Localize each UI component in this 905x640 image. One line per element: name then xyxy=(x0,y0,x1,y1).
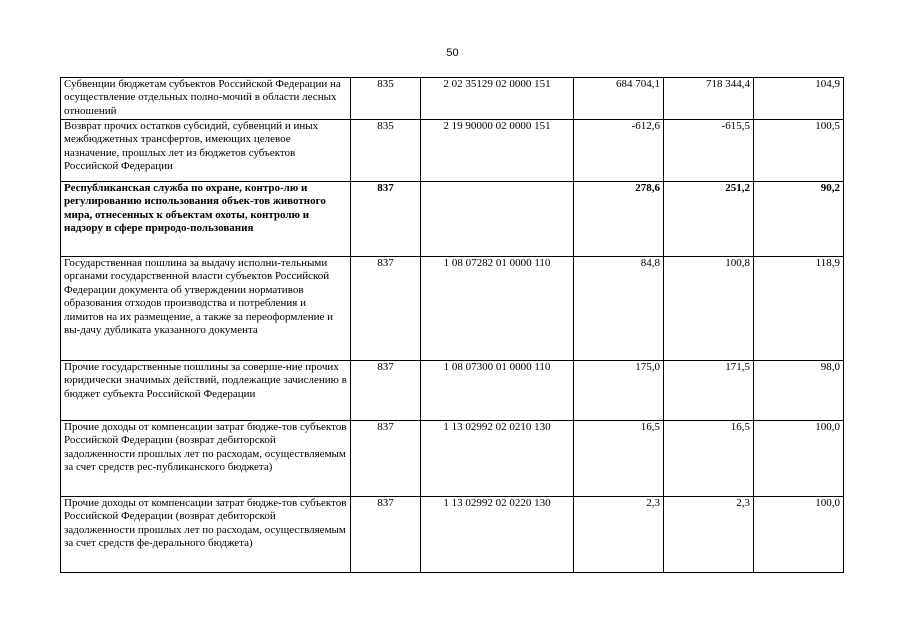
row-value-actual: 100,8 xyxy=(664,257,754,361)
table-row xyxy=(61,78,844,120)
row-admin-code: 837 xyxy=(351,257,421,361)
row-budget-code: 1 13 02992 02 0220 130 xyxy=(421,497,574,573)
row-percent: 100,5 xyxy=(754,120,844,182)
row-value-plan: 16,5 xyxy=(574,421,664,497)
table-row-section xyxy=(61,182,844,257)
row-value-actual: 171,5 xyxy=(664,361,754,421)
row-budget-code: 1 08 07300 01 0000 110 xyxy=(421,361,574,421)
row-budget-code xyxy=(421,182,574,257)
revenue-table xyxy=(60,77,844,573)
row-percent: 100,0 xyxy=(754,421,844,497)
row-admin-code: 837 xyxy=(351,182,421,257)
row-percent: 104,9 xyxy=(754,78,844,120)
page-number: 50 xyxy=(446,47,459,59)
row-value-actual: 251,2 xyxy=(664,182,754,257)
row-value-actual: 718 344,4 xyxy=(664,78,754,120)
row-value-plan: 278,6 xyxy=(574,182,664,257)
row-percent: 90,2 xyxy=(754,182,844,257)
table-row xyxy=(61,497,844,573)
row-admin-code: 837 xyxy=(351,497,421,573)
row-value-actual: -615,5 xyxy=(664,120,754,182)
row-admin-code: 835 xyxy=(351,120,421,182)
table-row xyxy=(61,257,844,361)
row-value-plan: 84,8 xyxy=(574,257,664,361)
row-value-actual: 16,5 xyxy=(664,421,754,497)
row-value-plan: 2,3 xyxy=(574,497,664,573)
row-admin-code: 837 xyxy=(351,361,421,421)
row-name: Государственная пошлина за выдачу исполни-тельными органами государственной власти субъектов Российской Федерации документа об утверждении нормативов образования отходов производства и потребления и лимитов на их размещение, а также за переоформление и вы-дачу дубликата указанного документа xyxy=(61,257,351,361)
row-admin-code: 835 xyxy=(351,78,421,120)
row-name: Прочие доходы от компенсации затрат бюдже-тов субъектов Российской Федерации (возврат дебиторской задолженности прошлых лет по расходам, осуществляемым за счет средств рес-публиканского бюджета) xyxy=(61,421,351,497)
row-name: Субвенции бюджетам субъектов Российской Федерации на осуществление отдельных полно-мочий в области лесных отношений xyxy=(61,78,351,120)
row-name: Прочие государственные пошлины за соверше-ние прочих юридически значимых действий, подлежащие зачислению в бюджет субъекта Российской Федерации xyxy=(61,361,351,421)
row-name: Республиканская служба по охране, контро-лю и регулированию использования объек-тов животного мира, отнесенных к объектам охоты, контролю и надзору в сфере природо-пользования xyxy=(61,182,351,257)
row-value-actual: 2,3 xyxy=(664,497,754,573)
row-percent: 100,0 xyxy=(754,497,844,573)
row-name: Прочие доходы от компенсации затрат бюдже-тов субъектов Российской Федерации (возврат дебиторской задолженности прошлых лет по расходам, осуществляемым за счет средств фе-дерального бюджета) xyxy=(61,497,351,573)
row-budget-code: 1 13 02992 02 0210 130 xyxy=(421,421,574,497)
table-row xyxy=(61,361,844,421)
row-value-plan: 684 704,1 xyxy=(574,78,664,120)
row-budget-code: 2 02 35129 02 0000 151 xyxy=(421,78,574,120)
row-budget-code: 1 08 07282 01 0000 110 xyxy=(421,257,574,361)
row-name: Возврат прочих остатков субсидий, субвенций и иных межбюджетных трансфертов, имеющих целевое назначение, прошлых лет из бюджетов субъектов Российской Федерации xyxy=(61,120,351,182)
row-percent: 98,0 xyxy=(754,361,844,421)
row-admin-code: 837 xyxy=(351,421,421,497)
row-value-plan: 175,0 xyxy=(574,361,664,421)
row-value-plan: -612,6 xyxy=(574,120,664,182)
row-budget-code: 2 19 90000 02 0000 151 xyxy=(421,120,574,182)
row-percent: 118,9 xyxy=(754,257,844,361)
table-row xyxy=(61,421,844,497)
table-row xyxy=(61,120,844,182)
